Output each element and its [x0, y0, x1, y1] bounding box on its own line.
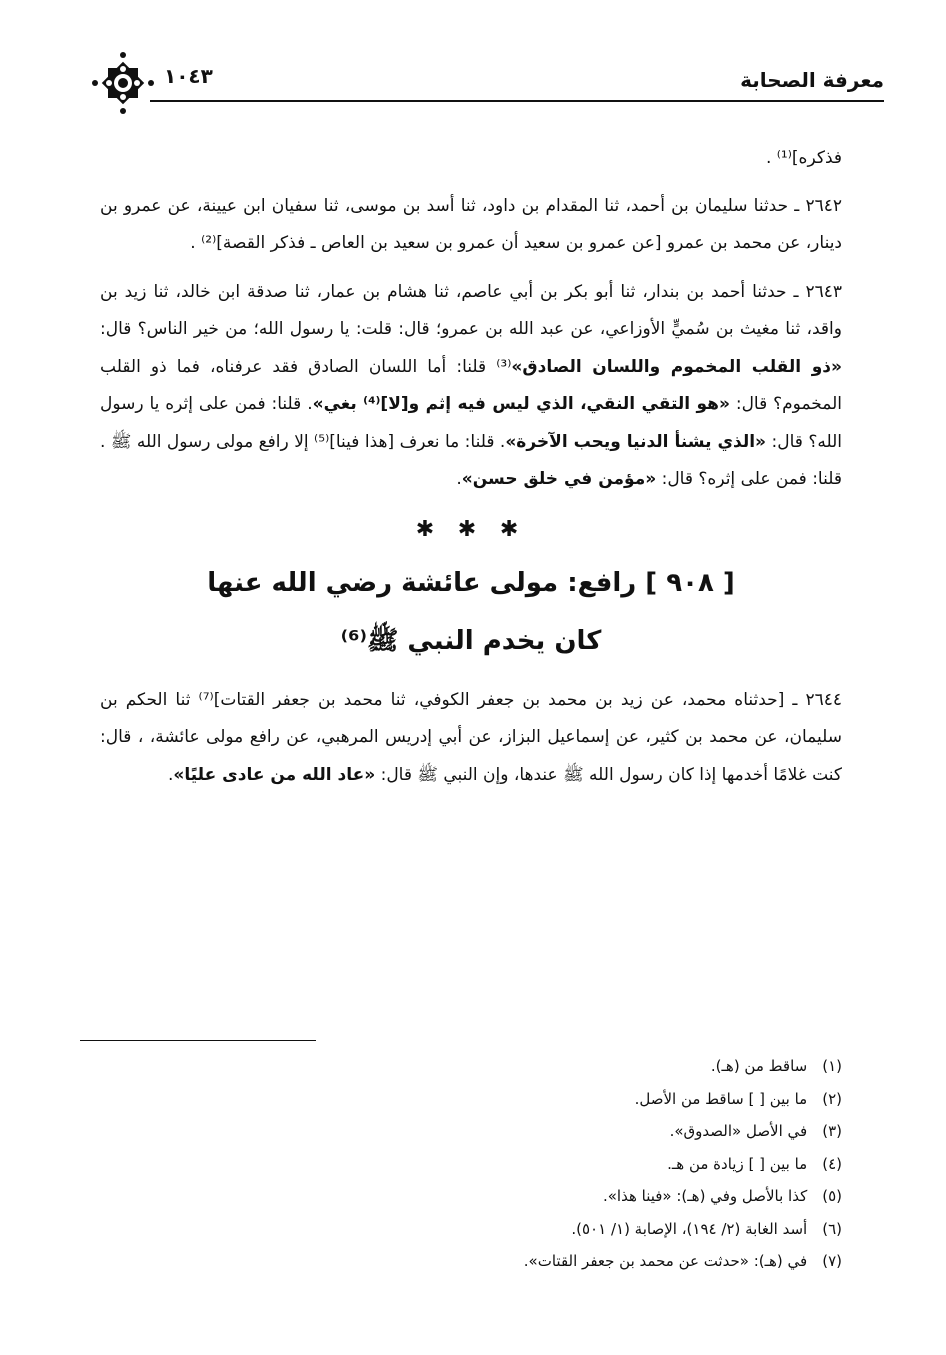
footnote: (٣) في الأصل «الصدوق». — [669, 1122, 842, 1140]
hadith-2644: ٢٦٤٤ ـ [حدثناه محمد، عن زيد بن محمد بن جعفر الكوفي، ثنا محمد بن جعفر القتات]⁽⁷⁾ ثنا الحكم بن سليمان، عن محمد بن كثير، عن إسماعيل البزاز، عن أبي إدريس المرهبي، عن رافع مولى عائشة، ، قال: كنت غلامًا أخدمها إذا كان رسول الله ﷺ عندها، وإن النبي ﷺ قال: «عاد الله من عادى عليًا». — [100, 689, 842, 785]
main-text — [100, 140, 842, 805]
section-separator: ✱ ✱ ✱ — [415, 516, 527, 542]
section-subheading: كان يخدم النبي ﷺ⁽⁶⁾ — [340, 625, 602, 656]
footnote-rule — [80, 1040, 316, 1041]
footnote: (٥) كذا بالأصل وفي (هـ): «فينا هذا». — [602, 1187, 842, 1205]
running-title: معرفة الصحابة — [740, 68, 884, 92]
footnote: (٧) في (هـ): «حدثت عن محمد بن جعفر القتات». — [523, 1252, 842, 1270]
paragraph-continuation: فذكره]⁽¹⁾ . — [765, 148, 842, 168]
footnote: (٢) ما بين [ ] ساقط من الأصل. — [634, 1089, 842, 1108]
prophet-quote: «الذي يشنأ الدنيا ويحب الآخرة» — [505, 431, 767, 452]
section-heading: [ ٩٠٨ ] رافع: مولى عائشة رضي الله عنها — [207, 567, 735, 598]
footnote: (١) ساقط من (هـ). — [710, 1057, 842, 1075]
page-header — [92, 50, 884, 110]
hadith-2642: ٢٦٤٢ ـ حدثنا سليمان بن أحمد، ثنا المقدام بن داود، ثنا أسد بن موسى، ثنا سفيان ابن عيينة، عن عمرو بن دينار، عن محمد بن عمرو [عن عمرو بن سعيد أن عمرو بن سعيد بن العاص ـ فذكر القصة]⁽²⁾ . — [100, 195, 842, 253]
prophet-quote: «ذو القلب المخموم واللسان الصادق» — [511, 356, 842, 377]
hadith-2643: ٢٦٤٣ ـ حدثنا أحمد بن بندار، ثنا أبو بكر بن أبي عاصم، ثنا هشام بن عمار، ثنا صدقة ابن خالد، ثنا زيد بن واقد، ثنا مغيث بن سُميٍّ الأوزاعي، عن عبد الله بن عمرو؛ قال: قلت: يا رسول الله؛ من خير الناس؟ قال: «ذو القلب المخموم واللسان الصادق»⁽³⁾ قلنا: أما اللسان الصادق فقد عرفناه، فما ذو القلب المخموم؟ قال: «هو التقي النقي، الذي ليس فيه إثم و[لا]⁽⁴⁾ بغي». قلنا: فمن على إثره يا رسول الله؟ قال: «الذي يشنأ الدنيا ويحب الآخرة». قلنا: ما نعرف [هذا فينا]⁽⁵⁾ إلا رافع مولى رسول الله ﷺ . قلنا: فمن على إثره؟ قال: «مؤمن في خلق حسن». — [100, 281, 842, 489]
prophet-quote: «مؤمن في خلق حسن» — [461, 469, 657, 489]
prophet-quote: «عاد الله من عادى عليًا» — [173, 764, 376, 785]
prophet-quote: «هو التقي النقي، الذي ليس فيه إثم و[لا]⁽⁴⁾ بغي» — [312, 394, 730, 414]
header-rule — [150, 100, 884, 102]
footnotes — [100, 1050, 842, 1278]
footnote: (٦) أسد الغابة (٢/ ١٩٤)، الإصابة (١/ ٥٠١). — [571, 1219, 842, 1238]
footnote: (٤) ما بين [ ] زيادة من هـ. — [667, 1154, 842, 1173]
ornament-icon — [92, 52, 154, 114]
page-number: ١٠٤٣ — [164, 64, 213, 88]
